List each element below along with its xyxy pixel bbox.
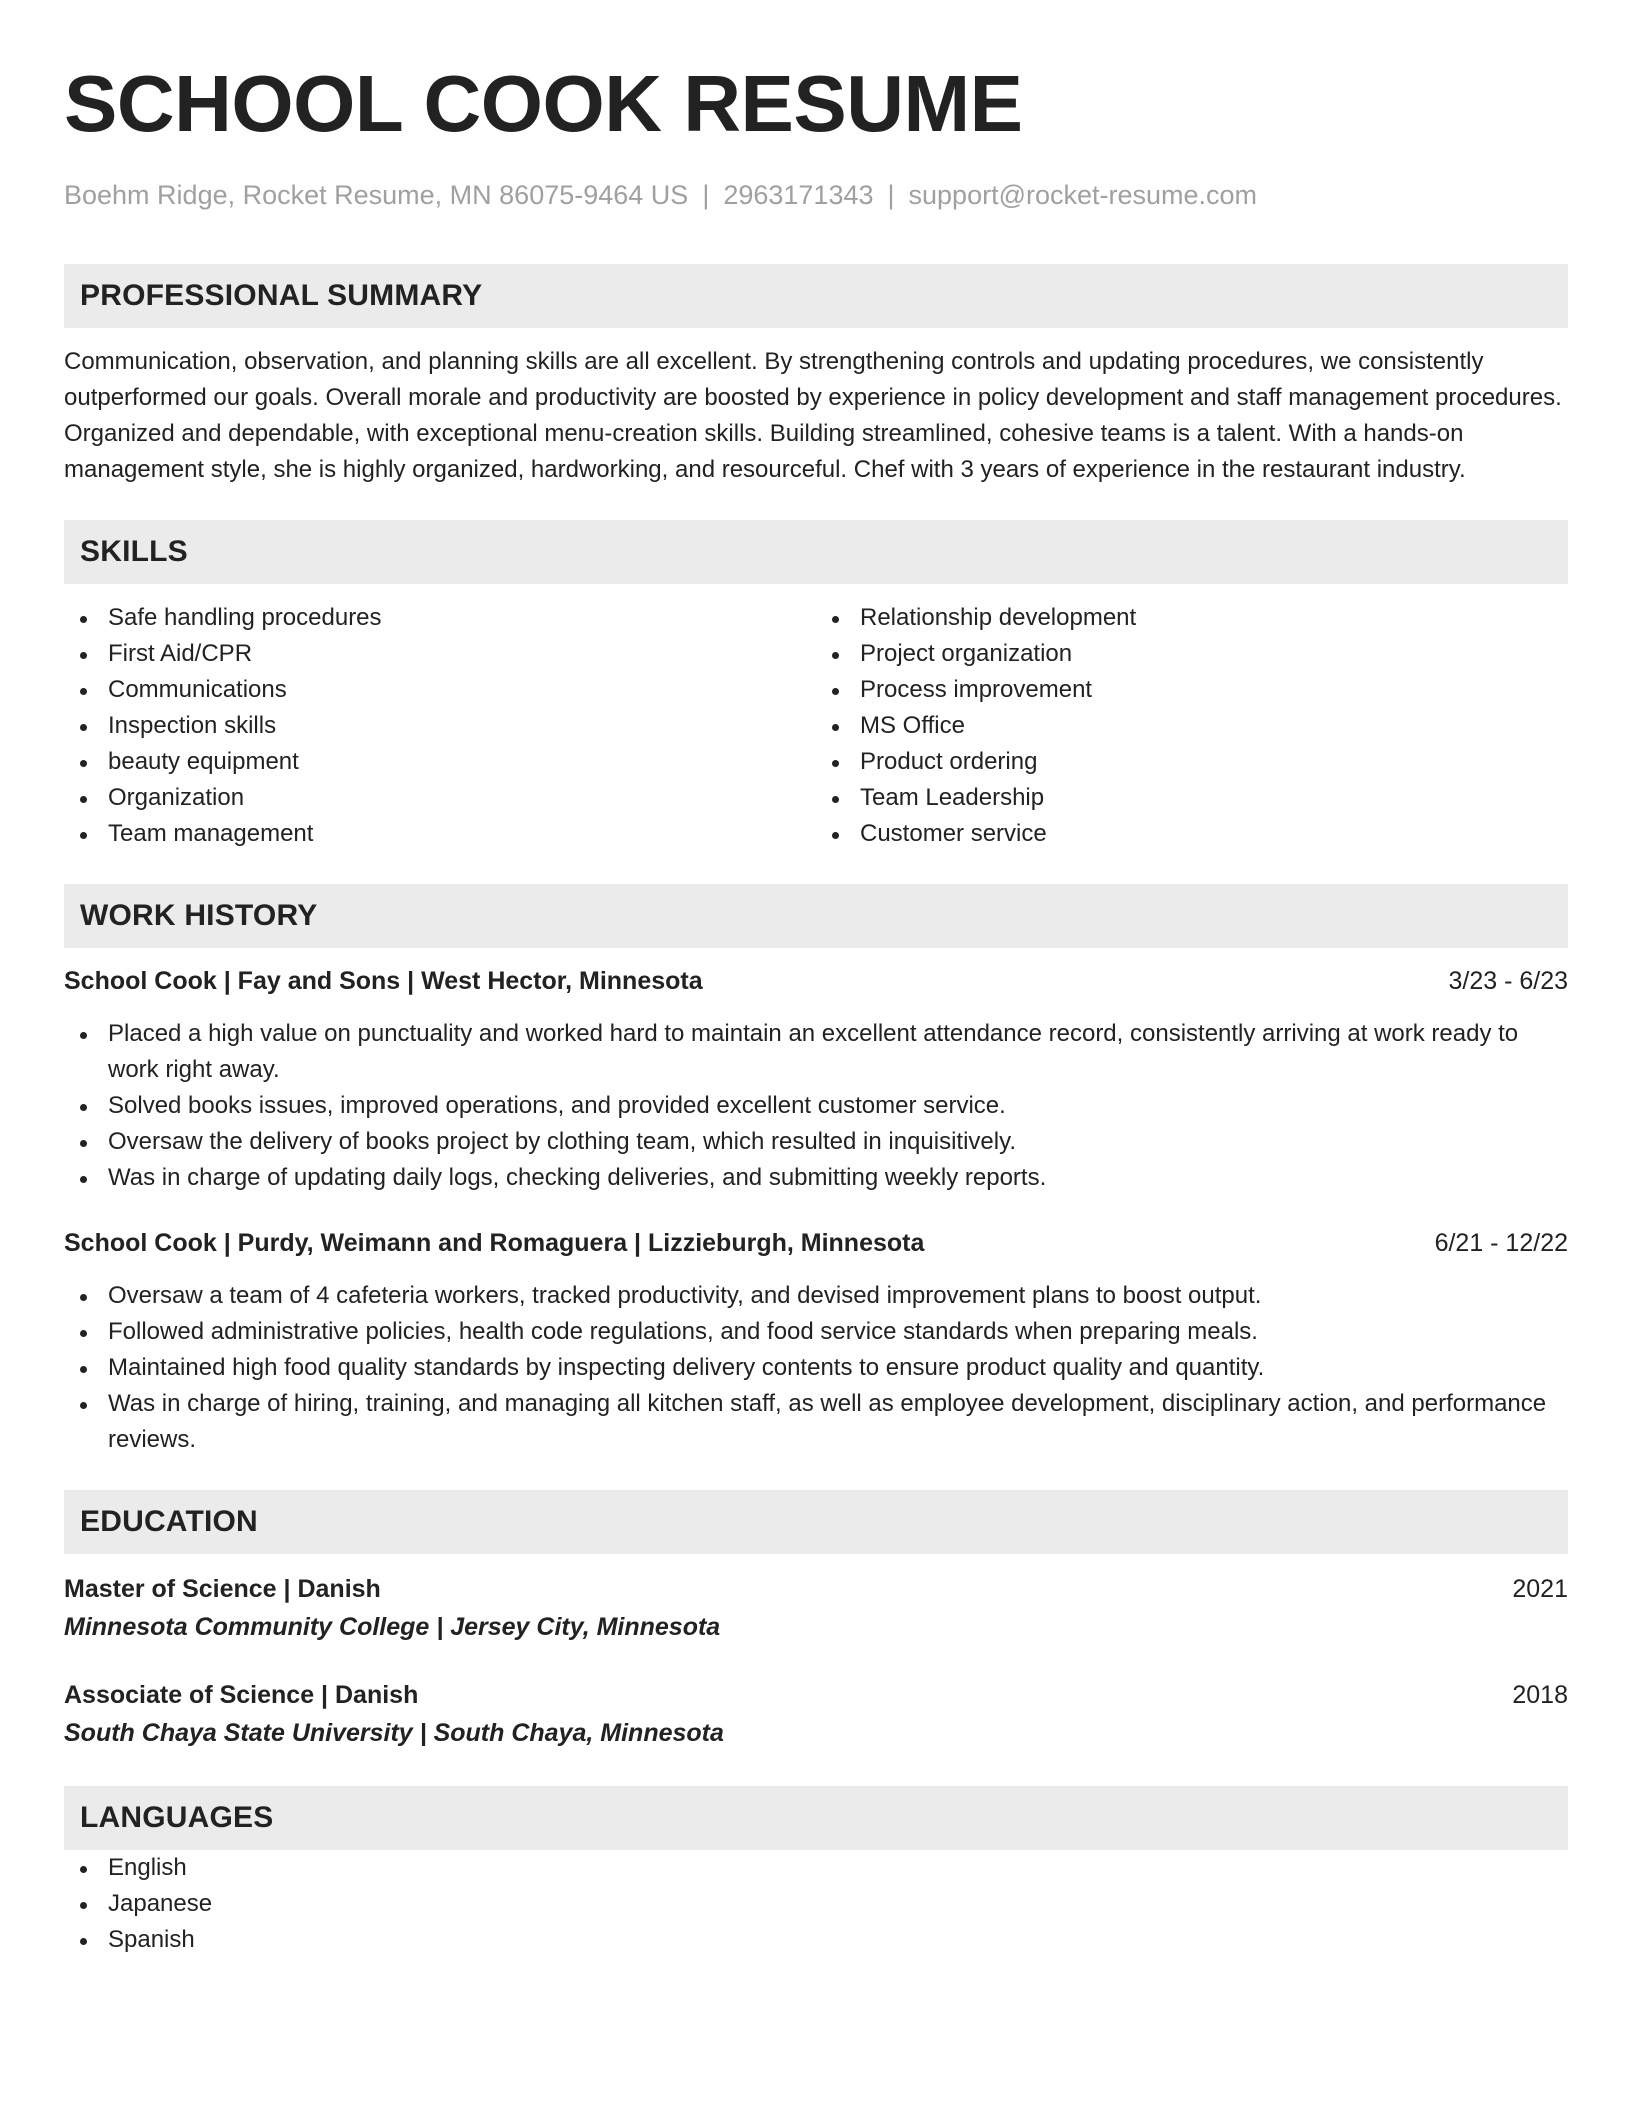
skills-grid <box>64 600 1568 852</box>
job-entry <box>64 1226 1568 1458</box>
job-bullet: Oversaw the delivery of books project by clothing team, which resulted in inquisitively. <box>64 1124 1568 1160</box>
education-school: Minnesota Community College | Jersey City, Minnesota <box>64 1613 721 1641</box>
contact-separator: | <box>702 180 710 210</box>
contact-separator: | <box>887 180 895 210</box>
skill-item: MS Office <box>816 708 1568 744</box>
job-dates: 6/21 - 12/22 <box>1434 1229 1568 1257</box>
contact-email: support@rocket-resume.com <box>908 180 1258 210</box>
resume-title: SCHOOL COOK RESUME <box>64 59 1023 148</box>
skill-item: Process improvement <box>816 672 1568 708</box>
job-header <box>64 1226 1568 1260</box>
education-school: South Chaya State University | South Chaya, Minnesota <box>64 1719 724 1747</box>
education-header <box>64 1676 1568 1714</box>
education-header <box>64 1570 1568 1608</box>
education-year: 2021 <box>1512 1575 1568 1603</box>
job-bullet: Placed a high value on punctuality and worked hard to maintain an excellent attendance record, consistently arriving at work ready to work right away. <box>64 1016 1568 1088</box>
skill-item: Communications <box>64 672 816 708</box>
job-entry <box>64 964 1568 1196</box>
job-bullet: Solved books issues, improved operations, and provided excellent customer service. <box>64 1088 1568 1124</box>
skill-item: Project organization <box>816 636 1568 672</box>
job-bullet: Was in charge of hiring, training, and managing all kitchen staff, as well as employee development, disciplinary action, and performance reviews. <box>64 1386 1568 1458</box>
section-header-skills: SKILLS <box>64 520 1568 584</box>
languages-list <box>64 1850 1568 1958</box>
education-entry <box>64 1570 1568 1646</box>
job-title: School Cook | Fay and Sons | West Hector, Minnesota <box>64 967 703 995</box>
skill-item: Customer service <box>816 816 1568 852</box>
education-entry <box>64 1676 1568 1752</box>
contact-address: Boehm Ridge, Rocket Resume, MN 86075-9464 US <box>64 180 689 210</box>
skill-item: Team management <box>64 816 816 852</box>
job-header <box>64 964 1568 998</box>
job-dates: 3/23 - 6/23 <box>1448 967 1568 995</box>
skill-item: Inspection skills <box>64 708 816 744</box>
section-header-education: EDUCATION <box>64 1490 1568 1554</box>
contact-line <box>64 178 1568 212</box>
skill-item: Team Leadership <box>816 780 1568 816</box>
summary-text: Communication, observation, and planning skills are all excellent. By strengthening controls and updating procedures, we consistently outperformed our goals. Overall morale and productivity are boosted by experience in policy development and staff management procedures. Organized and dependable, with exceptional menu-creation skills. Building streamlined, cohesive teams is a talent. With a hands-on management style, she is highly organized, hardworking, and resourceful. Chef with 3 years of experience in the restaurant industry. <box>64 348 1562 483</box>
job-bullet: Followed administrative policies, health code regulations, and food service standards when preparing meals. <box>64 1314 1568 1350</box>
skill-item: Organization <box>64 780 816 816</box>
skills-column-left <box>64 600 816 852</box>
language-item: English <box>64 1850 1568 1886</box>
language-item: Spanish <box>64 1922 1568 1958</box>
skill-item: Relationship development <box>816 600 1568 636</box>
education-degree: Associate of Science | Danish <box>64 1681 419 1709</box>
education-degree: Master of Science | Danish <box>64 1575 381 1603</box>
education-year: 2018 <box>1512 1681 1568 1709</box>
skill-item: First Aid/CPR <box>64 636 816 672</box>
section-header-languages: LANGUAGES <box>64 1786 1568 1850</box>
job-bullet: Oversaw a team of 4 cafeteria workers, tracked productivity, and devised improvement plans to boost output. <box>64 1278 1568 1314</box>
skill-item: beauty equipment <box>64 744 816 780</box>
job-bullet: Maintained high food quality standards by inspecting delivery contents to ensure product quality and quantity. <box>64 1350 1568 1386</box>
contact-phone: 2963171343 <box>723 180 874 210</box>
skill-item: Product ordering <box>816 744 1568 780</box>
section-header-work-history: WORK HISTORY <box>64 884 1568 948</box>
language-item: Japanese <box>64 1886 1568 1922</box>
skill-item: Safe handling procedures <box>64 600 816 636</box>
job-title: School Cook | Purdy, Weimann and Romaguera | Lizzieburgh, Minnesota <box>64 1229 925 1257</box>
skills-column-right <box>816 600 1568 852</box>
section-header-summary: PROFESSIONAL SUMMARY <box>64 264 1568 328</box>
job-bullet: Was in charge of updating daily logs, checking deliveries, and submitting weekly reports. <box>64 1160 1568 1196</box>
